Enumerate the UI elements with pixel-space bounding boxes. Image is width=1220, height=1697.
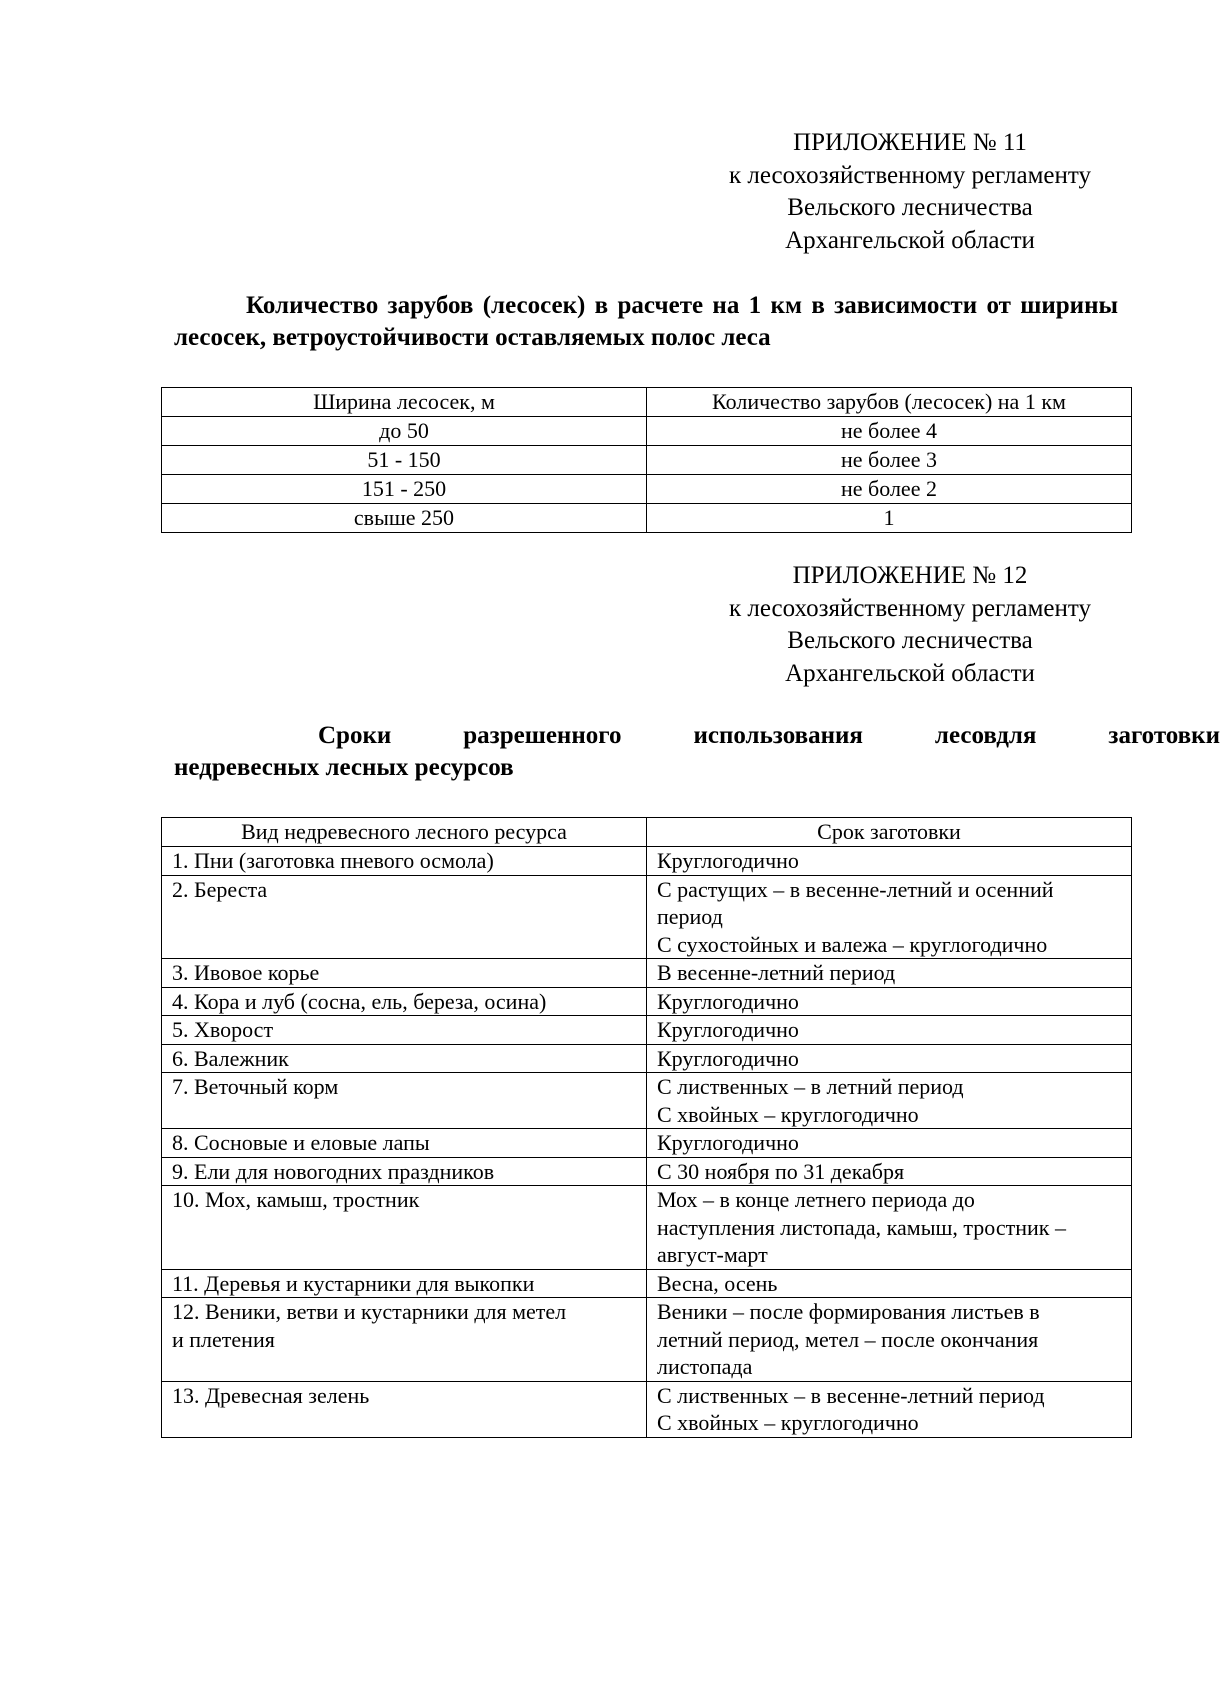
cell-line: С хвойных – круглогодично <box>657 1101 919 1127</box>
cell-line: В весенне-летний период <box>657 960 896 985</box>
column-header: Срок заготовки <box>647 818 1132 847</box>
heading-word: Сроки <box>318 722 392 749</box>
cell-line: Мох – в конце летнего периода до <box>657 1187 975 1212</box>
table-row <box>162 1016 1132 1045</box>
appendix-11-title: ПРИЛОЖЕНИЕ № 11 <box>793 129 1027 156</box>
count-cell: не более 4 <box>647 417 1132 446</box>
table-row <box>162 1186 1132 1270</box>
heading-word: разрешенного <box>463 722 622 749</box>
term-cell <box>647 1269 1132 1298</box>
heading-line-2: недревесных лесных ресурсов <box>174 754 514 781</box>
term-cell <box>647 875 1132 959</box>
table-row <box>162 417 1132 446</box>
count-cell: 1 <box>647 504 1132 533</box>
table-row <box>162 1298 1132 1382</box>
table-row <box>162 847 1132 876</box>
cell-line: и плетения <box>172 1326 275 1352</box>
cell-line: С лиственных – в весенне-летний период <box>657 1382 1045 1408</box>
table-row <box>162 1073 1132 1129</box>
table-row <box>162 1269 1132 1298</box>
resource-cell <box>162 1016 647 1045</box>
cell-line: Круглогодично <box>657 1017 799 1042</box>
appendix-12-line: Вельского лесничества <box>787 627 1033 654</box>
table-header-row <box>162 388 1132 417</box>
cell-line: листопада <box>657 1354 753 1379</box>
width-cell: до 50 <box>162 417 647 446</box>
cell-line: 5. Хворост <box>172 1017 274 1042</box>
cell-line: Круглогодично <box>657 1045 799 1071</box>
count-cell: не более 3 <box>647 446 1132 475</box>
resource-cell <box>162 1157 647 1186</box>
term-cell <box>647 1129 1132 1158</box>
table-row <box>162 987 1132 1016</box>
table-11-heading: Количество зарубов (лесосек) в расчете на 1 км в зависимости от ширины лесосек, ветроустойчивости оставляемых полос леса <box>174 292 1118 351</box>
table-12-heading <box>174 720 1220 784</box>
width-cell: 151 - 250 <box>162 475 647 504</box>
cell-line: 2. Береста <box>172 876 268 902</box>
cell-line: Веники – после формирования листьев в <box>657 1299 1040 1324</box>
appendix-11-line: Вельского лесничества <box>787 194 1033 221</box>
resource-cell <box>162 1073 647 1129</box>
table-row <box>162 1129 1132 1158</box>
term-cell <box>647 1073 1132 1129</box>
table-row <box>162 504 1132 533</box>
cell-line: С 30 ноября по 31 декабря <box>657 1158 905 1184</box>
resource-cell <box>162 1381 647 1437</box>
resource-cell <box>162 959 647 988</box>
cell-line: 7. Веточный корм <box>172 1074 339 1099</box>
resource-cell <box>162 847 647 876</box>
heading-line-1 <box>174 720 1220 752</box>
non-timber-resources-table <box>161 817 1132 1438</box>
cell-line: 10. Мох, камыш, тростник <box>172 1187 420 1212</box>
term-cell <box>647 1016 1132 1045</box>
cell-line: Круглогодично <box>657 988 799 1014</box>
term-cell <box>647 1298 1132 1382</box>
table-row <box>162 1157 1132 1186</box>
appendix-12-line: к лесохозяйственному регламенту <box>728 594 1092 622</box>
width-cell: 51 - 150 <box>162 446 647 475</box>
appendix-12-header <box>692 560 1128 690</box>
column-header: Ширина лесосек, м <box>162 388 647 417</box>
cell-line: наступления листопада, камыш, тростник – <box>657 1214 1066 1240</box>
term-cell <box>647 847 1132 876</box>
heading-word: использования <box>693 722 863 749</box>
cell-line: Круглогодично <box>657 1130 799 1155</box>
cell-line: С хвойных – круглогодично <box>657 1410 919 1435</box>
table-row <box>162 959 1132 988</box>
resource-cell <box>162 1129 647 1158</box>
appendix-12-line: Архангельской области <box>785 659 1035 687</box>
cell-line: Весна, осень <box>657 1270 778 1296</box>
term-cell <box>647 1157 1132 1186</box>
appendix-11-line: к лесохозяйственному регламенту <box>728 161 1092 189</box>
table-row <box>162 1381 1132 1437</box>
term-cell <box>647 1044 1132 1073</box>
cell-line: Круглогодично <box>657 848 799 873</box>
count-cell: не более 2 <box>647 475 1132 504</box>
appendix-11-header <box>692 127 1128 257</box>
cell-line: 12. Веники, ветви и кустарники для метел <box>172 1299 567 1324</box>
cell-line: С сухостойных и валежа – круглогодично <box>657 931 1048 957</box>
table-header-row <box>162 818 1132 847</box>
cell-line: летний период, метел – после окончания <box>657 1326 1039 1352</box>
column-header: Вид недревесного лесного ресурса <box>162 818 647 847</box>
cell-line: 13. Древесная зелень <box>172 1382 370 1408</box>
cell-line: С лиственных – в летний период <box>657 1074 964 1099</box>
table-row <box>162 875 1132 959</box>
cell-line: август-март <box>657 1242 768 1267</box>
table-row <box>162 475 1132 504</box>
term-cell <box>647 987 1132 1016</box>
appendix-11-line: Архангельской области <box>785 226 1035 254</box>
cell-line: 9. Ели для новогодних праздников <box>172 1158 495 1184</box>
term-cell <box>647 959 1132 988</box>
table-row <box>162 446 1132 475</box>
cell-line: 11. Деревья и кустарники для выкопки <box>172 1270 535 1296</box>
cutting-areas-table <box>161 387 1132 533</box>
resource-cell <box>162 1186 647 1270</box>
width-cell: свыше 250 <box>162 504 647 533</box>
appendix-12-title: ПРИЛОЖЕНИЕ № 12 <box>792 562 1028 589</box>
column-header: Количество зарубов (лесосек) на 1 км <box>647 388 1132 417</box>
cell-line: 8. Сосновые и еловые лапы <box>172 1130 430 1155</box>
heading-word: лесовдля <box>934 722 1037 749</box>
resource-cell <box>162 1044 647 1073</box>
resource-cell <box>162 987 647 1016</box>
term-cell <box>647 1381 1132 1437</box>
resource-cell <box>162 1298 647 1382</box>
resource-cell <box>162 1269 647 1298</box>
cell-line: С растущих – в весенне-летний и осенний <box>657 876 1054 902</box>
cell-line: 3. Ивовое корье <box>172 960 320 985</box>
cell-line: 1. Пни (заготовка пневого осмола) <box>172 848 494 873</box>
table-row <box>162 1044 1132 1073</box>
resource-cell <box>162 875 647 959</box>
cell-line: 6. Валежник <box>172 1045 289 1071</box>
cell-line: период <box>657 904 723 929</box>
cell-line: 4. Кора и луб (сосна, ель, береза, осина) <box>172 988 547 1014</box>
heading-word: заготовки <box>1108 722 1220 749</box>
term-cell <box>647 1186 1132 1270</box>
